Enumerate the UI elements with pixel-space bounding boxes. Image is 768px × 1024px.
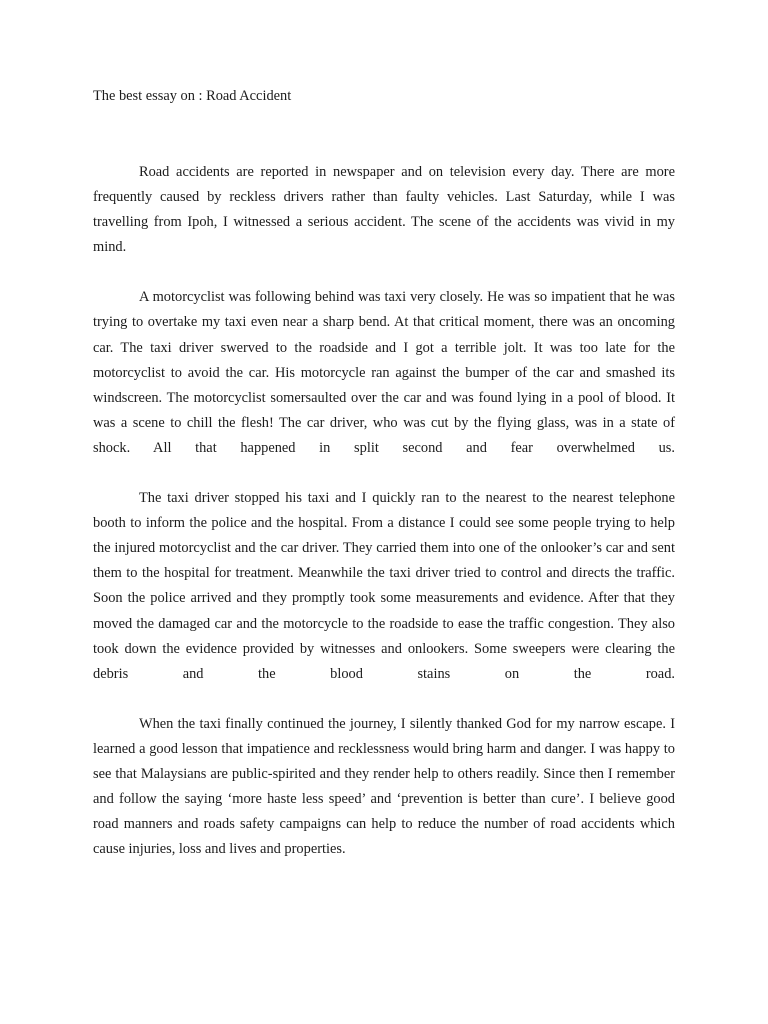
- essay-paragraph-1: Road accidents are reported in newspaper and on television every day. There are more frequently caused by reckless drivers rather than faulty vehicles. Last Saturday, while I was travelling from Ipoh, I witnessed a serious accident. The scene of the accidents was vivid in my mind.: [93, 164, 675, 256]
- essay-paragraph-4: When the taxi finally continued the journey, I silently thanked God for my narrow escape. I learned a good lesson that impatience and recklessness would bring harm and danger. I was happy to see that Malaysians are public-spirited and they render help to others readily. Since then I remember and follow the saying ‘more haste less speed’ and ‘prevention is better than cure’. I believe good road manners and roads safety campaigns can help to reduce the number of road accidents which cause injuries, loss and lives and properties.: [93, 715, 675, 858]
- essay-paragraph-3: The taxi driver stopped his taxi and I quickly ran to the nearest to the nearest telephone booth to inform the police and the hospital. From a distance I could see some people trying to help the injured motorcyclist and the car driver. They carried them into one of the onlooker’s car and sent them to the hospital for treatment. Meanwhile the taxi driver tried to control and directs the traffic. Soon the police arrived and they promptly took some measurements and evidence. After that they moved the damaged car and the motorcycle to the roadside to ease the traffic congestion. They also took down the evidence provided by witnesses and onlookers. Some sweepers were clearing the debris and the blood stains on the road.: [93, 490, 675, 682]
- essay-body: [93, 84, 675, 862]
- essay-title: The best essay on : Road Accident: [93, 88, 292, 104]
- essay-paragraph-2: A motorcyclist was following behind was taxi very closely. He was so impatient that he was trying to overtake my taxi even near a sharp bend. At that critical moment, there was an oncoming car. The taxi driver swerved to the roadside and I got a terrible jolt. It was too late for the motorcyclist to avoid the car. His motorcycle ran against the bumper of the car and smashed its windscreen. The motorcyclist somersaulted over the car and was found lying in a pool of blood. It was a scene to chill the flesh! The car driver, who was cut by the flying glass, was in a state of shock. All that happened in split second and fear overwhelmed us.: [93, 289, 675, 456]
